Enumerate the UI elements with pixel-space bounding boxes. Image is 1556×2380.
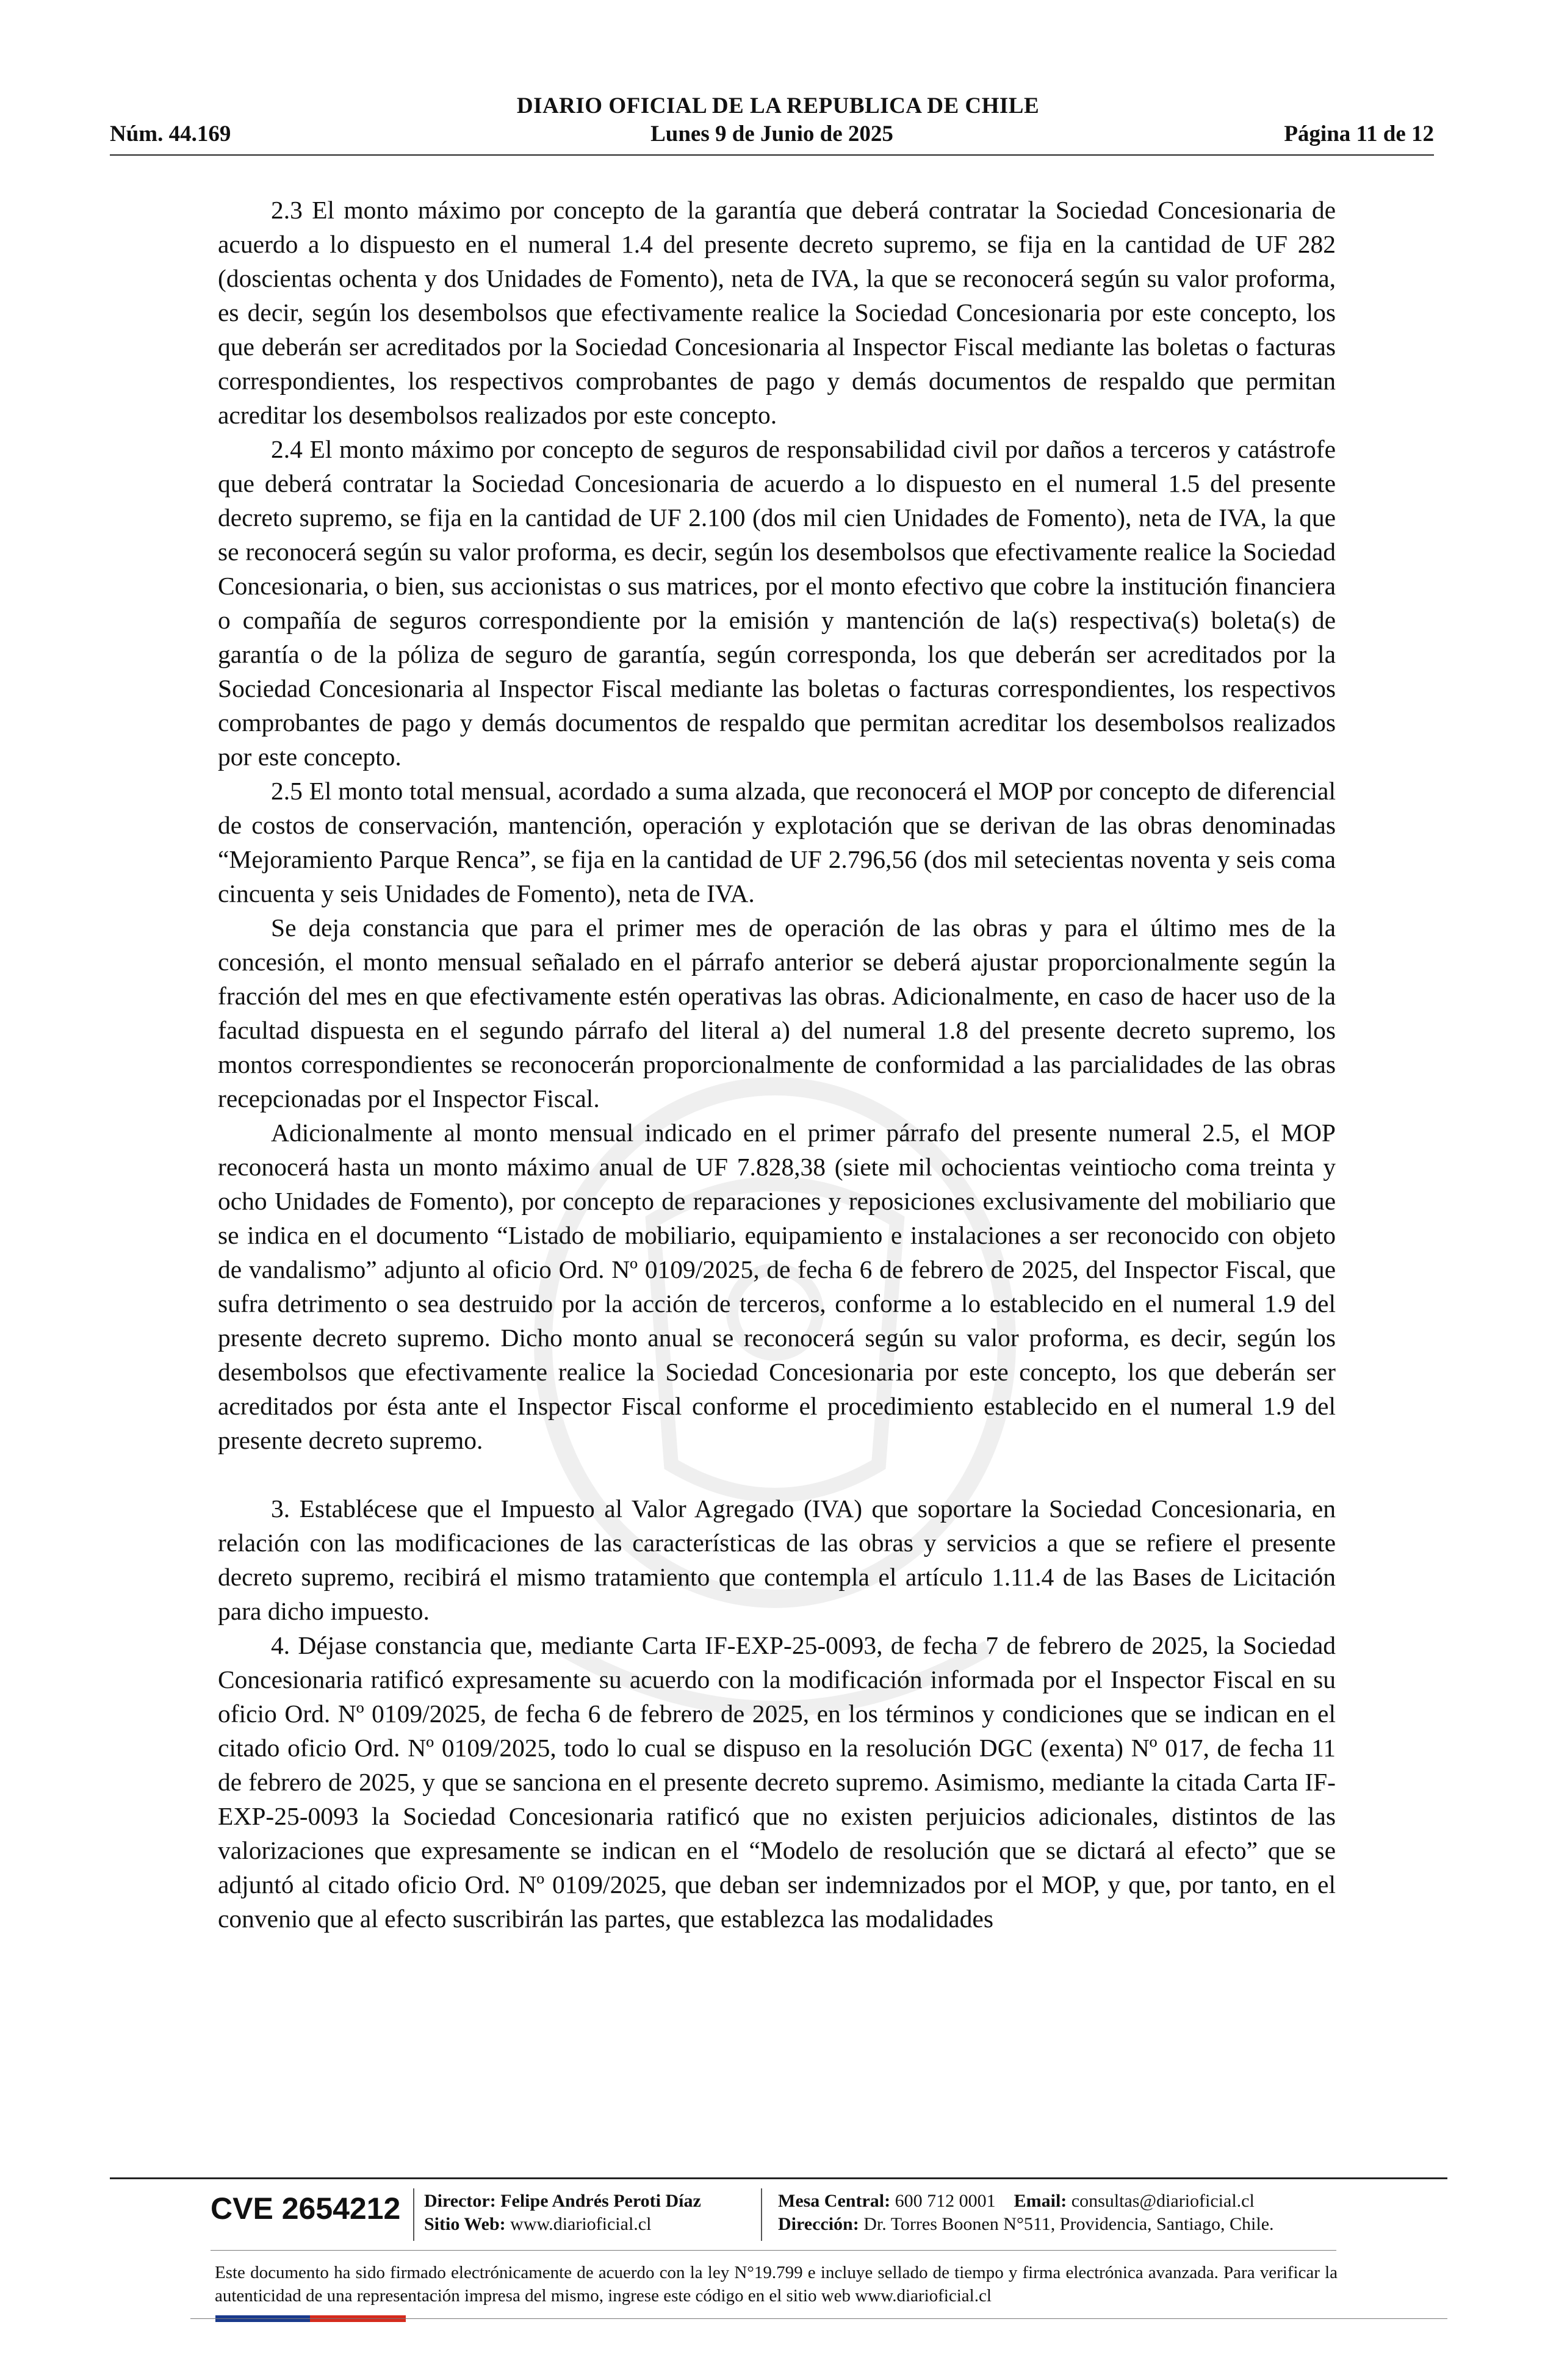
phone-email-line (778, 2190, 1274, 2213)
director-name: Felipe Andrés Peroti Díaz (500, 2191, 701, 2211)
director-label: Director: (424, 2191, 496, 2211)
footer-rule-mid (211, 2250, 1336, 2251)
legal-notice: Este documento ha sido firmado electrónicamente de acuerdo con la ley N°19.799 e incluye sellado de tiempo y firma electrónica avanzada. Para verificar la autenticidad de una representación impresa del mismo, ingrese este código en el sitio web www.diarioficial.cl (215, 2263, 1338, 2306)
cve-code: CVE 2654212 (211, 2191, 401, 2226)
paragraph-3: 3. Establécese que el Impuesto al Valor Agregado (IVA) que soportare la Sociedad Concesionaria, en relación con las modificaciones de las características de las obras y servicios a que se refiere el presente decreto supremo, recibirá el mismo tratamiento que contempla el artículo 1.11.4 de las Bases de Licitación para dicho impuesto. (218, 1495, 1336, 1625)
header-rule (110, 154, 1434, 156)
director-line (424, 2190, 701, 2213)
address-label: Dirección: (778, 2214, 859, 2234)
paragraph-2-3: 2.3 El monto máximo por concepto de la garantía que deberá contratar la Sociedad Concesionaria de acuerdo a lo dispuesto en el numeral 1.4 del presente decreto supremo, se fija en la cantidad de UF 282 (doscientas ochenta y dos Unidades de Fomento), neta de IVA, la que se reconocerá según su valor proforma, es decir, según los desembolsos que efectivamente realice la Sociedad Concesionaria por este concepto, los que deberán ser acreditados por la Sociedad Concesionaria al Inspector Fiscal mediante las boletas o facturas correspondientes, los respectivos comprobantes de pago y demás documentos de respaldo que permitan acreditar los desembolsos realizados por este concepto. (218, 196, 1336, 429)
address-line (778, 2213, 1274, 2236)
address-value: Dr. Torres Boonen N°511, Providencia, Santiago, Chile. (863, 2214, 1274, 2234)
paragraph-2-5-additional: Adicionalmente al monto mensual indicado en el primer párrafo del presente numeral 2.5, el MOP reconocerá hasta un monto máximo anual de UF 7.828,38 (siete mil ochocientas veintiocho coma treinta y ocho Unidades de Fomento), por concepto de reparaciones y reposiciones exclusivamente del mobiliario que se indica en el documento “Listado de mobiliario, equipamiento e instalaciones a ser reconocido con objeto de vandalismo” adjunto al oficio Ord. Nº 0109/2025, de fecha 6 de febrero de 2025, del Inspector Fiscal, que sufra detrimento o sea destruido por la acción de terceros, conforme a lo establecido en el numeral 1.9 del presente decreto supremo. Dicho monto anual se reconocerá según su valor proforma, es decir, según los desembolsos que efectivamente realice la Sociedad Concesionaria por este concepto, los que deberán ser acreditados por ésta ante el Inspector Fiscal conforme el procedimiento establecido en el numeral 1.9 del presente decreto supremo. (218, 1119, 1336, 1454)
footer-separator (761, 2188, 762, 2241)
website-link[interactable]: www.diarioficial.cl (510, 2214, 652, 2234)
website-line (424, 2213, 701, 2236)
body-text (218, 193, 1336, 1936)
paragraph-2-5: 2.5 El monto total mensual, acordado a suma alzada, que reconocerá el MOP por concepto de diferencial de costos de conservación, mantención, operación y explotación que se derivan de las obras denominadas “Mejoramiento Parque Renca”, se fija en la cantidad de UF 2.796,56 (dos mil setecientas noventa y seis coma cincuenta y seis Unidades de Fomento), neta de IVA. (218, 777, 1336, 907)
paragraph-2-5-proportional: Se deja constancia que para el primer mes de operación de las obras y para el último mes de la concesión, el monto mensual señalado en el párrafo anterior se deberá ajustar proporcionalmente según la fracción del mes en que efectivamente estén operativas las obras. Adicionalmente, en caso de hacer uso de la facultad dispuesta en el segundo párrafo del literal a) del numeral 1.8 del presente decreto supremo, los montos correspondientes se reconocerán proporcionalmente de conformidad a las parcialidades de las obras recepcionadas por el Inspector Fiscal. (218, 914, 1336, 1112)
website-label: Sitio Web: (424, 2214, 506, 2234)
footer-contact-block (778, 2190, 1274, 2236)
issue-number: Núm. 44.169 (110, 121, 231, 146)
email-link[interactable]: consultas@diarioficial.cl (1071, 2191, 1255, 2211)
paragraph-4: 4. Déjase constancia que, mediante Carta IF-EXP-25-0093, de fecha 7 de febrero de 2025, la Sociedad Concesionaria ratificó expresamente su acuerdo con la modificación informada por el Inspector Fiscal en su oficio Ord. Nº 0109/2025, de fecha 6 de febrero de 2025, en los términos y condiciones que se indican en el citado oficio Ord. Nº 0109/2025, todo lo cual se dispuso en la resolución DGC (exenta) Nº 017, de fecha 11 de febrero de 2025, y que se sanciona en el presente decreto supremo. Asimismo, mediante la citada Carta IF-EXP-25-0093 la Sociedad Concesionaria ratificó que no existen perjuicios adicionales, distintos de las valorizaciones que expresamente se indican en el “Modelo de resolución que se dictará al efecto” que se adjuntó al citado oficio Ord. Nº 0109/2025, que deban ser indemnizados por el MOP, y que, por tanto, en el convenio que al efecto suscribirán las partes, que establezca las modalidades (218, 1631, 1336, 1933)
footer-director-block (424, 2190, 701, 2236)
phone-value: 600 712 0001 (895, 2191, 996, 2211)
email-label: Email: (1014, 2191, 1067, 2211)
paragraph-2-4: 2.4 El monto máximo por concepto de seguros de responsabilidad civil por daños a terceros y catástrofe que deberá contratar la Sociedad Concesionaria de acuerdo a lo dispuesto en el numeral 1.5 del presente decreto supremo, se fija en la cantidad de UF 2.100 (dos mil cien Unidades de Fomento), neta de IVA, la que se reconocerá según su valor proforma, es decir, según los desembolsos que efectivamente realice la Sociedad Concesionaria, o bien, sus accionistas o sus matrices, por el monto efectivo que cobre la institución financiera o compañía de seguros correspondiente por la emisión y mantención de la(s) respectiva(s) boleta(s) de garantía o de la póliza de seguro de garantía, según corresponda, los que deberán ser acreditados por la Sociedad Concesionaria al Inspector Fiscal mediante las boletas o facturas correspondientes, los respectivos comprobantes de pago y demás documentos de respaldo que permitan acreditar los desembolsos realizados por este concepto. (218, 435, 1336, 771)
phone-label: Mesa Central: (778, 2191, 891, 2211)
page-number: Página 11 de 12 (1284, 121, 1434, 146)
footer-separator (413, 2188, 414, 2241)
issue-date: Lunes 9 de Junio de 2025 (650, 121, 893, 146)
header-title: DIARIO OFICIAL DE LA REPUBLICA DE CHILE (516, 93, 1040, 118)
footer-rule-bottom (190, 2318, 1447, 2319)
footer-rule-top (110, 2177, 1447, 2179)
